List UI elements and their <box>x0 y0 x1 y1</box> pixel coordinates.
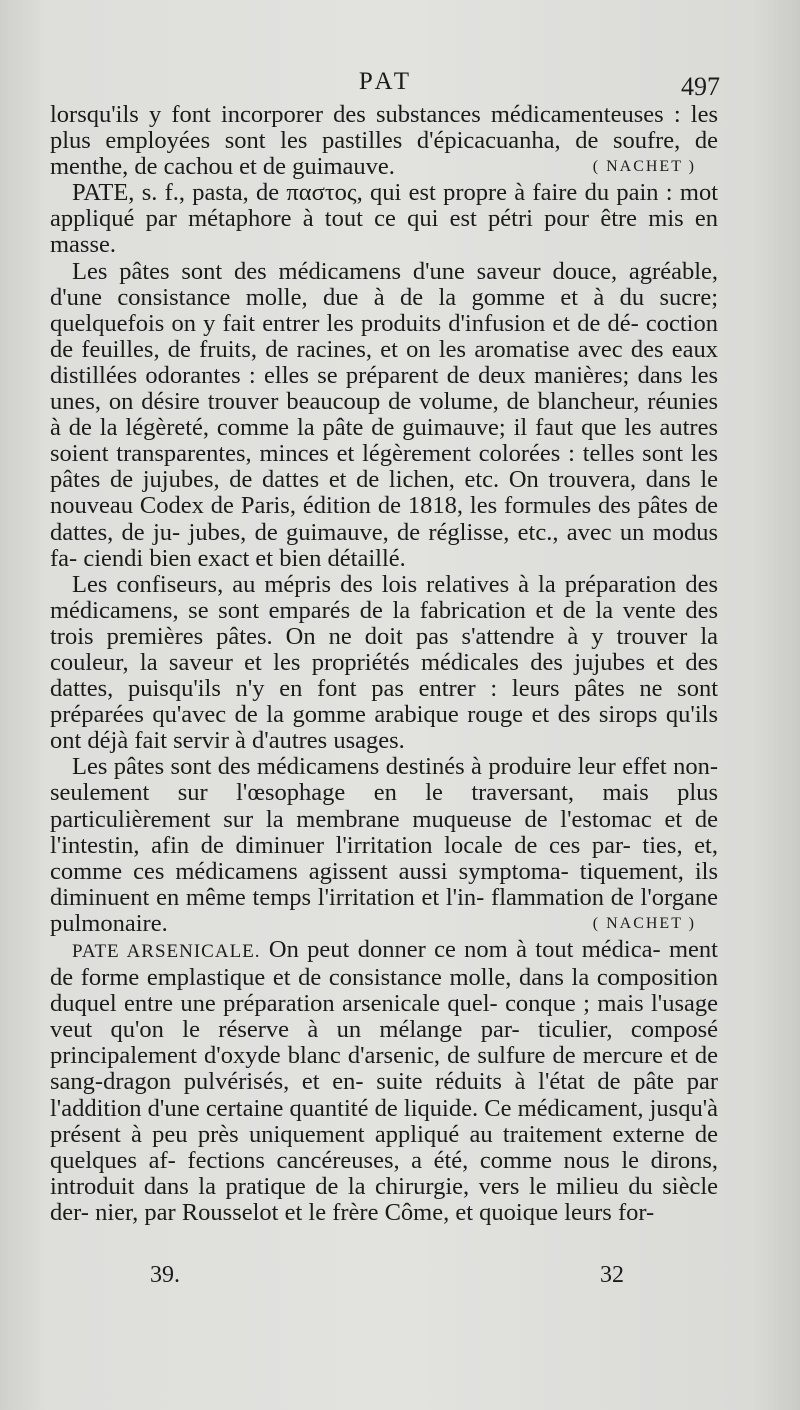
page-footer <box>52 1262 720 1292</box>
page-number: 497 <box>681 72 720 101</box>
author-signature: ( NACHET ) <box>592 914 696 932</box>
paragraph: Les pâtes sont des médicamens d'une saveur douce, agréable, d'une consistance molle, due à de la gomme et à du sucre; quelquefois on y fait entrer les produits d'infusion et de dé- coction de feuilles, de fruits, de racines, et on les aromatise avec des eaux distillées odorantes : elles se préparent de deux manières; dans les unes, on désire trouver beaucoup de volume, de blancheur, réunies à de la légèreté, comme la pâte de guimauve; il faut que les autres soient transparentes, minces et légèrement colorées : telles sont les pâtes de jujubes, de dattes et de lichen, etc. On trouvera, dans le nouveau Codex de Paris, édition de 1818, les formules des pâtes de dattes, de ju- jubes, de guimauve, de réglisse, etc., avec un modus fa- ciendi bien exact et bien détaillé. <box>50 257 719 572</box>
entry-pate-arsenicale: PATE ARSENICALE. On peut donner ce nom à tout médica- ment de forme emplastique et de consistance molle, dans la composition duquel entre une préparation arsenicale quel- conque ; mais l'usage veut qu'on le réserve à un mélange par- ticulier, composé principalement d'oxyde blanc d'arsenic, de sulfure de mercure et de sang-dragon pulvérisés, et en- suite réduits à l'état de pâte par l'addition d'une certaine quantité de liquide. Ce médicament, jusqu'à présent à peu près uniquement appliqué au traitement externe de quelques af- fections cancéreuses, a été, comme nous le dirons, introduit dans la pratique de la chirurgie, vers le milieu du siècle der- nier, par Rousselot et le frère Côme, et quoique leurs for- <box>50 936 719 1226</box>
entry-headword: PATE <box>72 179 129 207</box>
sheet-signature: 32 <box>600 1262 624 1288</box>
paragraph: Les confiseurs, au mépris des lois relatives à la préparation des médicamens, se sont emparés de la fabrication et de la vente des trois premières pâtes. On ne doit pas s'attendre à y trouver la couleur, la saveur et les propriétés médicales des jujubes et des dattes, puisqu'ils n'y en font pas entrer : leurs pâtes ne sont préparées qu'avec de la gomme arabique rouge et des sirops qu'ils ont déjà fait servir à d'autres usages. <box>50 570 719 755</box>
author-signature: ( NACHET ) <box>592 158 696 176</box>
entry-headword: PATE ARSENICALE. <box>72 941 261 962</box>
body-text <box>50 102 718 1226</box>
paragraph: Les pâtes sont des médicamens destinés à produire leur effet non-seulement sur l'œsophage en le traversant, mais plus particulièrement sur la membrane muqueuse de l'estomac et de l'intestin, afin de diminuer l'irritation locale de ces par- ties, et, comme ces médicamens agissent aussi symptoma- tiquement, ils diminuent en même temps l'irritation et l'in- flammation de l'organe pulmonaire. ( NACHET ) <box>50 753 719 937</box>
paragraph-continuation: lorsqu'ils y font incorporer des substances médicamenteuses : les plus employées sont les pastilles d'épicacuanha, de soufre, de menthe, de cachou et de guimauve. ( NACHET ) <box>50 101 719 181</box>
running-head: PAT <box>358 68 414 95</box>
printer-signature: 39. <box>150 1262 180 1288</box>
entry-pate: PATE, s. f., pasta, de παστος, qui est propre à faire du pain : mot appliqué par métaphore à tout ce qui est pétri pour être mis en masse. <box>50 179 719 259</box>
